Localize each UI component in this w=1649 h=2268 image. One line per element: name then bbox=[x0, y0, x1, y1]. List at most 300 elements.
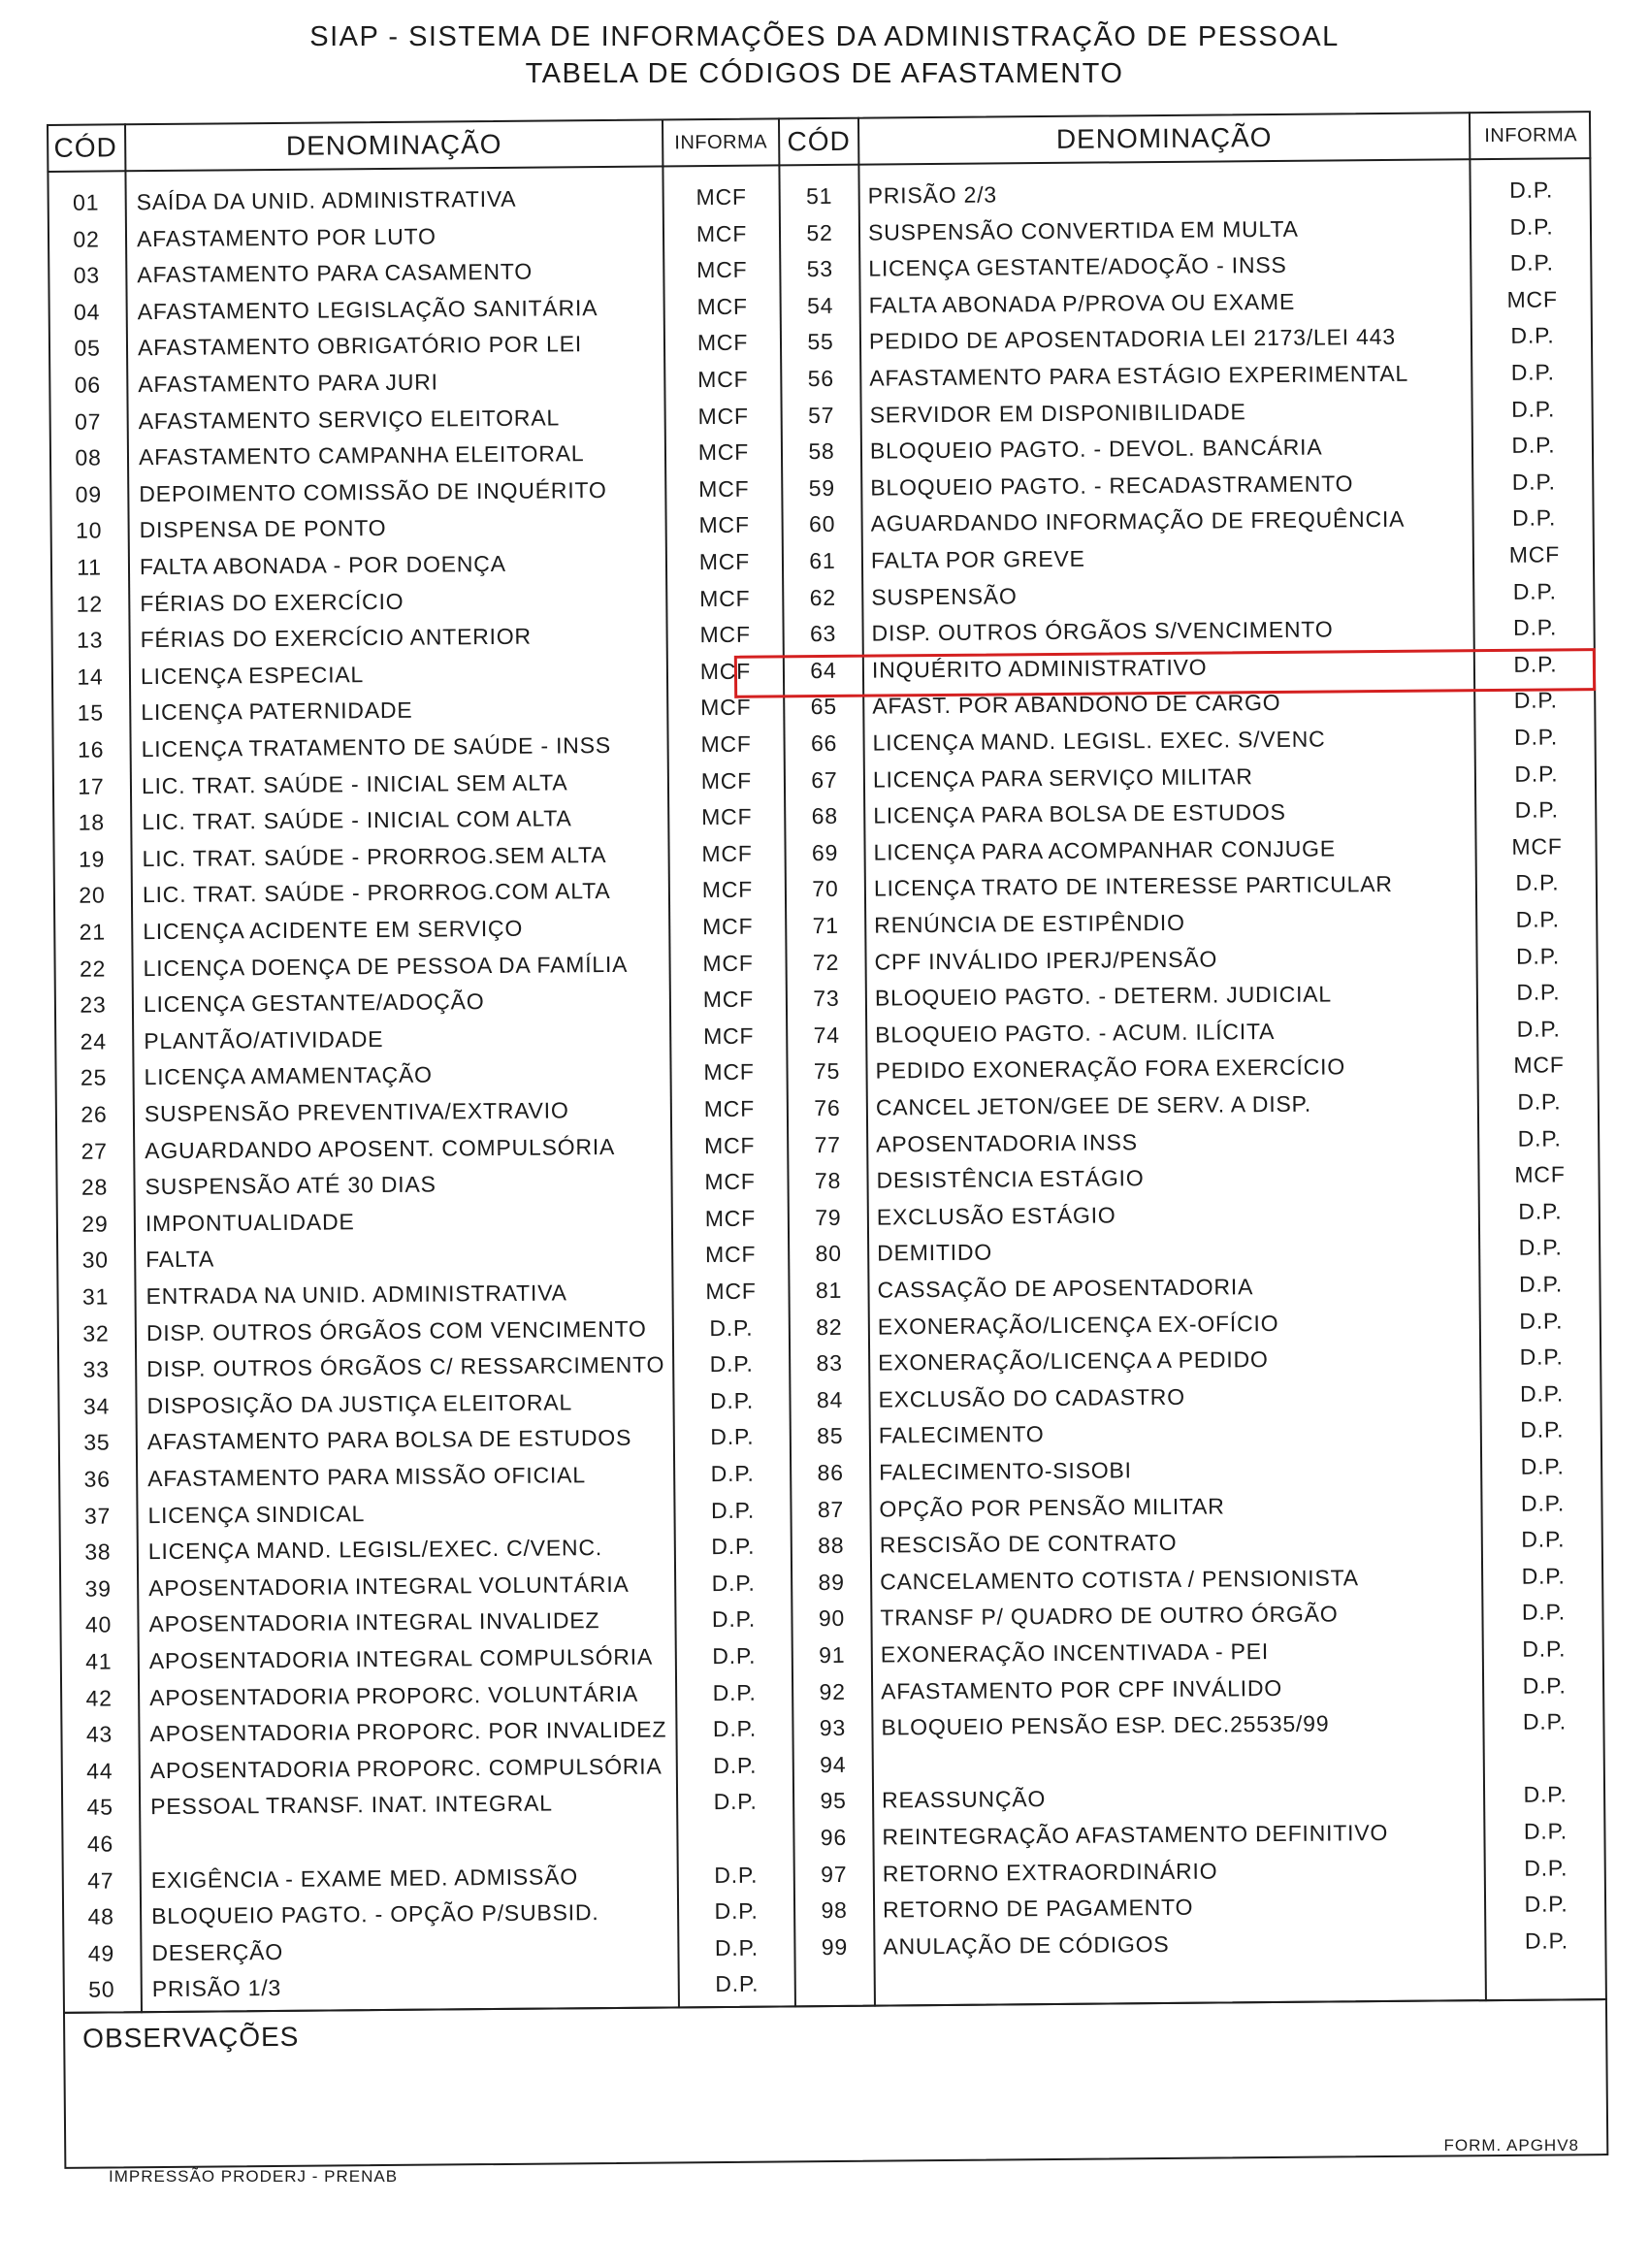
row-name: LIC. TRAT. SAÚDE - PRORROG.COM ALTA bbox=[142, 878, 611, 908]
row-code: 25 bbox=[80, 1064, 108, 1091]
row-code: 83 bbox=[816, 1350, 843, 1377]
row-name: IMPONTUALIDADE bbox=[145, 1209, 355, 1236]
row-name: AFASTAMENTO PARA MISSÃO OFICIAL bbox=[147, 1462, 586, 1492]
row-name: AGUARDANDO INFORMAÇÃO DE FREQUÊNCIA bbox=[870, 506, 1406, 536]
row-name: DISP. OUTROS ÓRGÃOS COM VENCIMENTO bbox=[146, 1315, 647, 1345]
row-code: 95 bbox=[820, 1788, 847, 1814]
row-code: 31 bbox=[81, 1283, 110, 1310]
row-code: 04 bbox=[73, 299, 101, 325]
row-code: 27 bbox=[81, 1138, 108, 1164]
row-name: BLOQUEIO PAGTO. - DEVOL. BANCÁRIA bbox=[869, 434, 1323, 464]
row-informa: MCF bbox=[703, 1132, 756, 1158]
row-name: CANCEL JETON/GEE DE SERV. A DISP. bbox=[875, 1090, 1312, 1120]
row-name: AFASTAMENTO PARA ESTÁGIO EXPERIMENTAL bbox=[869, 360, 1409, 391]
row-code: 56 bbox=[807, 365, 835, 392]
row-informa: MCF bbox=[700, 695, 752, 721]
row-code: 24 bbox=[80, 1028, 107, 1054]
row-code: 26 bbox=[81, 1101, 108, 1127]
row-name bbox=[150, 1820, 674, 1862]
row-name: PESSOAL TRANSF. INAT. INTEGRAL bbox=[150, 1790, 553, 1820]
row-informa: D.P. bbox=[714, 1862, 759, 1888]
row-informa: D.P. bbox=[1521, 1563, 1566, 1589]
row-informa: D.P. bbox=[1515, 869, 1560, 896]
row-code: 70 bbox=[812, 876, 839, 902]
row-code: 88 bbox=[818, 1533, 845, 1559]
row-name: DEMITIDO bbox=[877, 1239, 993, 1266]
row-name: RESCISÃO DE CONTRATO bbox=[879, 1530, 1178, 1558]
print-info: IMPRESSÃO PRODERJ - PRENAB bbox=[109, 2167, 399, 2186]
row-informa: D.P. bbox=[1509, 177, 1554, 203]
row-name: DISPOSIÇÃO DA JUSTIÇA ELEITORAL bbox=[146, 1389, 573, 1418]
row-informa: D.P. bbox=[712, 1642, 757, 1669]
row-informa: D.P. bbox=[1515, 906, 1560, 932]
row-informa: D.P. bbox=[1522, 1636, 1567, 1662]
row-code: 66 bbox=[810, 729, 838, 757]
row-name: ENTRADA NA UNID. ADMINISTRATIVA bbox=[146, 1280, 567, 1310]
row-informa: MCF bbox=[1513, 1052, 1565, 1079]
row-informa: MCF bbox=[704, 1242, 757, 1268]
row-informa: D.P. bbox=[1514, 796, 1559, 824]
row-code: 86 bbox=[817, 1459, 844, 1486]
row-name: LICENÇA GESTANTE/ADOÇÃO bbox=[143, 988, 485, 1018]
row-name: DESISTÊNCIA ESTÁGIO bbox=[876, 1165, 1145, 1193]
row-name: BLOQUEIO PAGTO. - ACUM. ILÍCITA bbox=[875, 1018, 1276, 1048]
row-code: 54 bbox=[806, 292, 834, 318]
row-name: APOSENTADORIA INTEGRAL VOLUNTÁRIA bbox=[148, 1571, 630, 1601]
codes-table bbox=[47, 111, 1608, 2169]
row-informa: MCF bbox=[1514, 1161, 1566, 1188]
row-informa: D.P. bbox=[710, 1460, 755, 1487]
row-code: 98 bbox=[821, 1897, 848, 1924]
row-code: 43 bbox=[85, 1721, 113, 1747]
row-informa: MCF bbox=[700, 767, 753, 794]
form-code: FORM. APGHV8 bbox=[1443, 2136, 1579, 2155]
row-informa: D.P. bbox=[1519, 1307, 1564, 1334]
row-code: 30 bbox=[81, 1247, 109, 1274]
row-code: 76 bbox=[814, 1094, 841, 1121]
row-name: AFASTAMENTO PARA JURI bbox=[138, 369, 438, 398]
row-code: 44 bbox=[86, 1758, 113, 1784]
row-name: AFASTAMENTO SERVIÇO ELEITORAL bbox=[138, 404, 561, 434]
row-name: EXONERAÇÃO/LICENÇA A PEDIDO bbox=[878, 1346, 1269, 1376]
row-informa: D.P. bbox=[709, 1387, 755, 1413]
row-code: 68 bbox=[811, 803, 838, 829]
row-code: 60 bbox=[808, 511, 836, 537]
row-informa: MCF bbox=[703, 1022, 755, 1049]
row-name: AFASTAMENTO POR CPF INVÁLIDO bbox=[881, 1674, 1283, 1704]
row-informa: D.P. bbox=[711, 1533, 756, 1560]
row-name: CANCELAMENTO COTISTA / PENSIONISTA bbox=[880, 1565, 1359, 1595]
row-informa: MCF bbox=[695, 183, 747, 211]
row-name: LICENÇA MAND. LEGISL/EXEC. C/VENC. bbox=[147, 1535, 603, 1565]
row-informa: D.P. bbox=[1512, 578, 1557, 604]
row-name: FALTA ABONADA - POR DOENÇA bbox=[139, 550, 506, 580]
row-name: DEPOIMENTO COMISSÃO DE INQUÉRITO bbox=[139, 476, 607, 506]
row-code: 99 bbox=[821, 1933, 849, 1960]
row-code: 36 bbox=[83, 1466, 111, 1492]
row-code: 65 bbox=[810, 694, 837, 720]
row-code: 71 bbox=[812, 912, 839, 939]
row-informa: MCF bbox=[1511, 833, 1563, 859]
row-informa: D.P. bbox=[709, 1314, 754, 1341]
row-name: EXONERAÇÃO INCENTIVADA - PEI bbox=[880, 1638, 1270, 1668]
row-informa: D.P. bbox=[1517, 1088, 1562, 1115]
row-code: 80 bbox=[815, 1241, 842, 1267]
row-informa: D.P. bbox=[1513, 651, 1558, 677]
row-code: 90 bbox=[818, 1605, 846, 1632]
row-informa: MCF bbox=[703, 1059, 755, 1085]
row-informa: D.P. bbox=[1516, 1016, 1561, 1042]
row-code: 91 bbox=[819, 1641, 846, 1669]
row-code: 45 bbox=[86, 1794, 113, 1821]
row-code: 12 bbox=[76, 591, 104, 617]
row-informa: MCF bbox=[700, 730, 752, 758]
row-code: 72 bbox=[812, 949, 840, 975]
row-name: AFAST. POR ABANDONO DE CARGO bbox=[872, 690, 1281, 719]
row-code: 18 bbox=[78, 809, 105, 835]
row-code: 09 bbox=[75, 481, 103, 507]
row-informa: D.P. bbox=[1518, 1234, 1563, 1261]
row-code: 21 bbox=[79, 919, 106, 945]
row-informa: D.P. bbox=[711, 1606, 757, 1633]
row-code: 19 bbox=[78, 846, 106, 872]
row-name: FALECIMENTO-SISOBI bbox=[879, 1457, 1132, 1485]
row-informa: D.P. bbox=[1522, 1708, 1568, 1734]
row-code: 35 bbox=[83, 1429, 111, 1456]
row-informa: MCF bbox=[698, 475, 750, 502]
highlight-box-row-61 bbox=[734, 648, 1596, 698]
row-name: FALECIMENTO bbox=[878, 1421, 1045, 1448]
row-informa: D.P. bbox=[1511, 432, 1556, 459]
row-informa: D.P. bbox=[1521, 1599, 1567, 1626]
row-name: FALTA bbox=[146, 1246, 215, 1273]
row-code: 52 bbox=[806, 219, 833, 245]
row-code: 40 bbox=[84, 1611, 113, 1638]
row-informa bbox=[1485, 1739, 1605, 1777]
row-informa: D.P. bbox=[1518, 1271, 1564, 1297]
row-name: LIC. TRAT. SAÚDE - INICIAL COM ALTA bbox=[142, 805, 572, 835]
row-code: 17 bbox=[78, 773, 105, 799]
row-code: 77 bbox=[814, 1131, 841, 1157]
row-code: 42 bbox=[85, 1685, 113, 1711]
row-name: APOSENTADORIA INTEGRAL COMPULSÓRIA bbox=[148, 1643, 654, 1674]
row-name: AFASTAMENTO POR LUTO bbox=[136, 223, 436, 251]
row-informa: D.P. bbox=[1522, 1671, 1567, 1699]
row-informa: D.P. bbox=[711, 1570, 756, 1596]
row-code: 16 bbox=[77, 736, 105, 762]
row-name: FALTA POR GREVE bbox=[870, 545, 1085, 573]
row-name: PRISÃO 2/3 bbox=[867, 181, 998, 209]
row-code: 93 bbox=[819, 1715, 847, 1741]
row-informa: MCF bbox=[701, 803, 753, 830]
row-name: REINTEGRAÇÃO AFASTAMENTO DEFINITIVO bbox=[882, 1819, 1389, 1850]
row-name: LICENÇA ESPECIAL bbox=[140, 661, 365, 689]
row-code: 59 bbox=[808, 474, 836, 501]
row-informa: D.P. bbox=[1520, 1416, 1565, 1443]
row-code: 33 bbox=[82, 1356, 110, 1382]
row-name: LICENÇA PATERNIDADE bbox=[141, 697, 413, 726]
row-informa: D.P. bbox=[713, 1789, 758, 1815]
row-informa: MCF bbox=[701, 877, 754, 903]
row-name: EXCLUSÃO DO CADASTRO bbox=[878, 1383, 1185, 1412]
row-name: APOSENTADORIA INTEGRAL INVALIDEZ bbox=[148, 1607, 600, 1637]
row-code: 20 bbox=[79, 882, 106, 909]
row-code: 08 bbox=[75, 444, 102, 470]
row-informa: MCF bbox=[702, 950, 754, 976]
row-informa: MCF bbox=[702, 913, 754, 940]
row-name: LICENÇA GESTANTE/ADOÇÃO - INSS bbox=[868, 252, 1287, 281]
row-informa: MCF bbox=[703, 1095, 756, 1122]
row-name: OPÇÃO POR PENSÃO MILITAR bbox=[879, 1493, 1225, 1522]
row-name: RENÚNCIA DE ESTIPÊNDIO bbox=[874, 909, 1185, 938]
row-name: AFASTAMENTO PARA BOLSA DE ESTUDOS bbox=[146, 1425, 632, 1455]
row-informa: D.P. bbox=[1509, 213, 1554, 240]
row-name: SAÍDA DA UNID. ADMINISTRATIVA bbox=[136, 185, 517, 215]
row-informa: D.P. bbox=[1524, 1891, 1568, 1917]
row-informa: MCF bbox=[1508, 541, 1561, 567]
row-code: 13 bbox=[76, 627, 104, 653]
row-code: 51 bbox=[805, 182, 833, 210]
row-code: 62 bbox=[809, 584, 836, 610]
row-code: 03 bbox=[73, 262, 101, 288]
row-name: LICENÇA TRATO DE INTERESSE PARTICULAR bbox=[873, 871, 1393, 901]
row-name bbox=[882, 1740, 1481, 1782]
row-name: RETORNO DE PAGAMENTO bbox=[882, 1894, 1194, 1923]
document-subtitle: TABELA DE CÓDIGOS DE AFASTAMENTO bbox=[525, 58, 1124, 89]
row-name: APOSENTADORIA PROPORC. POR INVALIDEZ bbox=[149, 1716, 667, 1747]
header-code-right: CÓD bbox=[787, 125, 851, 157]
row-code: 11 bbox=[77, 554, 102, 580]
row-code: 46 bbox=[86, 1831, 114, 1857]
row-informa: MCF bbox=[697, 366, 749, 393]
row-informa: D.P. bbox=[1509, 249, 1554, 276]
row-informa: D.P. bbox=[1514, 761, 1559, 787]
row-name: LICENÇA PARA ACOMPANHAR CONJUGE bbox=[873, 835, 1337, 865]
row-informa: D.P. bbox=[710, 1497, 756, 1523]
row-informa: D.P. bbox=[715, 1971, 760, 1997]
row-informa: D.P. bbox=[1516, 979, 1561, 1005]
row-name: AGUARDANDO APOSENT. COMPULSÓRIA bbox=[145, 1133, 616, 1163]
row-code: 22 bbox=[79, 956, 107, 982]
row-code: 94 bbox=[820, 1751, 847, 1777]
row-name: LICENÇA AMAMENTAÇÃO bbox=[144, 1061, 433, 1090]
row-name: AFASTAMENTO OBRIGATÓRIO POR LEI bbox=[137, 331, 583, 361]
row-name: SUSPENSÃO PREVENTIVA/EXTRAVIO bbox=[144, 1097, 569, 1127]
row-name: PEDIDO EXONERAÇÃO FORA EXERCÍCIO bbox=[875, 1053, 1346, 1084]
row-informa: D.P. bbox=[713, 1752, 758, 1778]
row-name: CPF INVÁLIDO IPERJ/PENSÃO bbox=[874, 946, 1218, 975]
row-name: PRISÃO 1/3 bbox=[151, 1975, 282, 2002]
row-name: LICENÇA TRATAMENTO DE SAÚDE - INSS bbox=[141, 731, 612, 762]
row-code: 84 bbox=[816, 1386, 844, 1412]
row-name: APOSENTADORIA INSS bbox=[876, 1128, 1138, 1157]
row-informa: MCF bbox=[704, 1205, 757, 1231]
row-name: LICENÇA DOENÇA DE PESSOA DA FAMÍLIA bbox=[143, 951, 629, 981]
row-name: FÉRIAS DO EXERCÍCIO ANTERIOR bbox=[140, 623, 532, 653]
row-informa: D.P. bbox=[714, 1897, 759, 1925]
row-code: 69 bbox=[811, 839, 839, 865]
header-name-left: DENOMINAÇÃO bbox=[285, 128, 502, 161]
row-name: EXIGÊNCIA - EXAME MED. ADMISSÃO bbox=[150, 1863, 579, 1893]
header-code-left: CÓD bbox=[53, 132, 117, 163]
row-name: DISPENSA DE PONTO bbox=[139, 515, 387, 543]
row-code: 61 bbox=[809, 547, 836, 574]
row-code: 05 bbox=[74, 335, 101, 362]
row-code: 47 bbox=[87, 1867, 114, 1894]
row-name: AFASTAMENTO CAMPANHA ELEITORAL bbox=[138, 440, 585, 470]
header-name-right: DENOMINAÇÃO bbox=[1055, 121, 1273, 154]
row-code: 74 bbox=[813, 1021, 840, 1048]
row-informa: MCF bbox=[698, 512, 750, 538]
row-name: SUSPENSÃO ATÉ 30 DIAS bbox=[145, 1171, 436, 1200]
row-informa: MCF bbox=[699, 621, 751, 648]
row-code: 79 bbox=[815, 1204, 842, 1230]
row-name: SUSPENSÃO bbox=[871, 582, 1018, 610]
row-name: INQUÉRITO ADMINISTRATIVO bbox=[871, 654, 1208, 683]
row-name: LIC. TRAT. SAÚDE - PRORROG.SEM ALTA bbox=[142, 841, 607, 871]
row-code: 63 bbox=[809, 621, 837, 647]
row-informa: D.P. bbox=[1511, 469, 1556, 495]
row-informa: D.P. bbox=[1512, 614, 1558, 641]
row-informa: D.P. bbox=[1518, 1198, 1563, 1224]
row-name: LICENÇA MAND. LEGISL. EXEC. S/VENC bbox=[872, 726, 1326, 756]
row-informa: MCF bbox=[701, 840, 753, 866]
row-name: SUSPENSÃO CONVERTIDA EM MULTA bbox=[867, 215, 1299, 245]
row-informa: D.P. bbox=[1517, 1125, 1562, 1151]
row-code: 07 bbox=[74, 408, 102, 435]
row-code: 92 bbox=[819, 1678, 846, 1704]
row-informa: MCF bbox=[696, 293, 748, 319]
row-code: 55 bbox=[807, 329, 834, 355]
row-code: 14 bbox=[77, 664, 104, 690]
row-code: 39 bbox=[84, 1575, 112, 1602]
row-code: 67 bbox=[811, 766, 838, 793]
row-code: 06 bbox=[74, 372, 102, 398]
row-code: 34 bbox=[82, 1393, 111, 1419]
row-name: LICENÇA PARA SERVIÇO MILITAR bbox=[872, 762, 1253, 793]
row-code: 37 bbox=[83, 1503, 112, 1529]
row-name: APOSENTADORIA PROPORC. COMPULSÓRIA bbox=[149, 1753, 663, 1783]
row-informa: D.P. bbox=[1512, 504, 1557, 532]
row-informa: MCF bbox=[702, 986, 755, 1013]
row-informa: MCF bbox=[698, 548, 751, 575]
row-name: RETORNO EXTRAORDINÁRIO bbox=[882, 1858, 1218, 1887]
row-code: 85 bbox=[817, 1423, 844, 1449]
row-informa: MCF bbox=[704, 1168, 756, 1195]
row-name: BLOQUEIO PAGTO. - RECADASTRAMENTO bbox=[870, 470, 1354, 501]
row-informa: D.P. bbox=[709, 1350, 754, 1377]
row-code: 96 bbox=[820, 1824, 848, 1851]
row-name: BLOQUEIO PAGTO. - DETERM. JUDICIAL bbox=[874, 981, 1333, 1011]
row-code: 32 bbox=[82, 1320, 110, 1346]
row-informa: D.P. bbox=[1519, 1380, 1565, 1407]
row-code: 28 bbox=[81, 1174, 109, 1200]
row-code: 29 bbox=[81, 1211, 109, 1237]
row-informa: MCF bbox=[699, 658, 752, 684]
row-name: APOSENTADORIA PROPORC. VOLUNTÁRIA bbox=[149, 1680, 639, 1710]
row-informa: D.P. bbox=[1521, 1526, 1566, 1552]
row-informa: D.P. bbox=[710, 1424, 755, 1450]
row-code: 64 bbox=[810, 657, 837, 683]
row-code: 10 bbox=[75, 517, 103, 544]
row-informa: MCF bbox=[705, 1278, 757, 1305]
row-code: 82 bbox=[816, 1313, 843, 1340]
row-name: LIC. TRAT. SAÚDE - INICIAL SEM ALTA bbox=[141, 768, 568, 798]
row-informa: D.P. bbox=[1519, 1344, 1564, 1370]
row-code: 57 bbox=[807, 402, 835, 428]
row-informa: D.P. bbox=[1520, 1453, 1565, 1479]
row-informa: D.P. bbox=[712, 1715, 758, 1742]
row-code: 50 bbox=[88, 1976, 115, 2003]
row-code: 23 bbox=[80, 991, 107, 1018]
row-name: SERVIDOR EM DISPONIBILIDADE bbox=[869, 398, 1246, 428]
header-informa-left: INFORMA bbox=[674, 131, 768, 153]
row-code: 78 bbox=[814, 1168, 842, 1194]
observacoes-label: OBSERVAÇÕES bbox=[82, 2021, 300, 2054]
row-informa: D.P. bbox=[712, 1679, 757, 1705]
row-informa: D.P. bbox=[1524, 1928, 1568, 1954]
row-informa: MCF bbox=[1506, 286, 1558, 312]
row-code: 81 bbox=[815, 1277, 843, 1304]
row-informa: D.P. bbox=[1511, 396, 1556, 422]
row-informa: MCF bbox=[697, 403, 749, 429]
row-name: FÉRIAS DO EXERCÍCIO bbox=[140, 588, 404, 616]
row-name: EXCLUSÃO ESTÁGIO bbox=[876, 1202, 1116, 1230]
header-informa-right: INFORMA bbox=[1484, 123, 1578, 146]
row-informa: D.P. bbox=[1523, 1781, 1568, 1808]
row-name: EXONERAÇÃO/LICENÇA EX-OFÍCIO bbox=[877, 1310, 1279, 1340]
row-code: 15 bbox=[77, 699, 105, 727]
row-informa: MCF bbox=[696, 330, 749, 356]
row-name: AFASTAMENTO PARA CASAMENTO bbox=[137, 258, 534, 288]
row-name: LICENÇA ACIDENTE EM SERVIÇO bbox=[143, 915, 524, 945]
row-name: REASSUNÇÃO bbox=[881, 1786, 1047, 1813]
row-informa bbox=[678, 1819, 792, 1857]
row-code: 48 bbox=[87, 1903, 114, 1929]
row-name: LICENÇA SINDICAL bbox=[147, 1500, 366, 1528]
row-name: PLANTÃO/ATIVIDADE bbox=[144, 1025, 384, 1053]
row-informa: D.P. bbox=[1515, 943, 1561, 969]
row-name: TRANSF P/ QUADRO DE OUTRO ÓRGÃO bbox=[880, 1601, 1339, 1631]
row-informa: MCF bbox=[699, 585, 751, 611]
row-informa: D.P. bbox=[1524, 1854, 1568, 1881]
row-informa: MCF bbox=[697, 438, 750, 466]
row-code: 75 bbox=[813, 1058, 841, 1085]
row-name: BLOQUEIO PENSÃO ESP. DEC.25535/99 bbox=[881, 1710, 1330, 1740]
row-name: DISP. OUTROS ÓRGÃOS C/ RESSARCIMENTO bbox=[146, 1351, 665, 1382]
row-name: AFASTAMENTO LEGISLAÇÃO SANITÁRIA bbox=[137, 294, 598, 324]
row-name: PEDIDO DE APOSENTADORIA LEI 2173/LEI 443 bbox=[868, 324, 1397, 354]
row-informa: MCF bbox=[695, 220, 748, 246]
row-informa: D.P. bbox=[1520, 1489, 1566, 1516]
row-name: LICENÇA PARA BOLSA DE ESTUDOS bbox=[873, 799, 1286, 828]
row-informa: D.P. bbox=[1510, 359, 1555, 385]
row-code: 73 bbox=[813, 986, 840, 1012]
row-code: 58 bbox=[808, 438, 835, 465]
row-name: DESERÇÃO bbox=[151, 1938, 284, 1965]
row-name: DISP. OUTROS ÓRGÃOS S/VENCIMENTO bbox=[871, 616, 1334, 646]
row-informa: D.P. bbox=[714, 1934, 760, 1960]
row-code: 87 bbox=[817, 1496, 845, 1522]
row-code: 89 bbox=[818, 1569, 845, 1595]
row-code: 38 bbox=[84, 1539, 112, 1565]
row-code: 02 bbox=[73, 226, 100, 252]
row-name: FALTA ABONADA P/PROVA OU EXAME bbox=[868, 288, 1296, 318]
row-informa: D.P. bbox=[1513, 724, 1559, 750]
row-code: 41 bbox=[85, 1648, 113, 1674]
row-informa: D.P. bbox=[1513, 687, 1558, 714]
row-informa: D.P. bbox=[1510, 322, 1555, 349]
